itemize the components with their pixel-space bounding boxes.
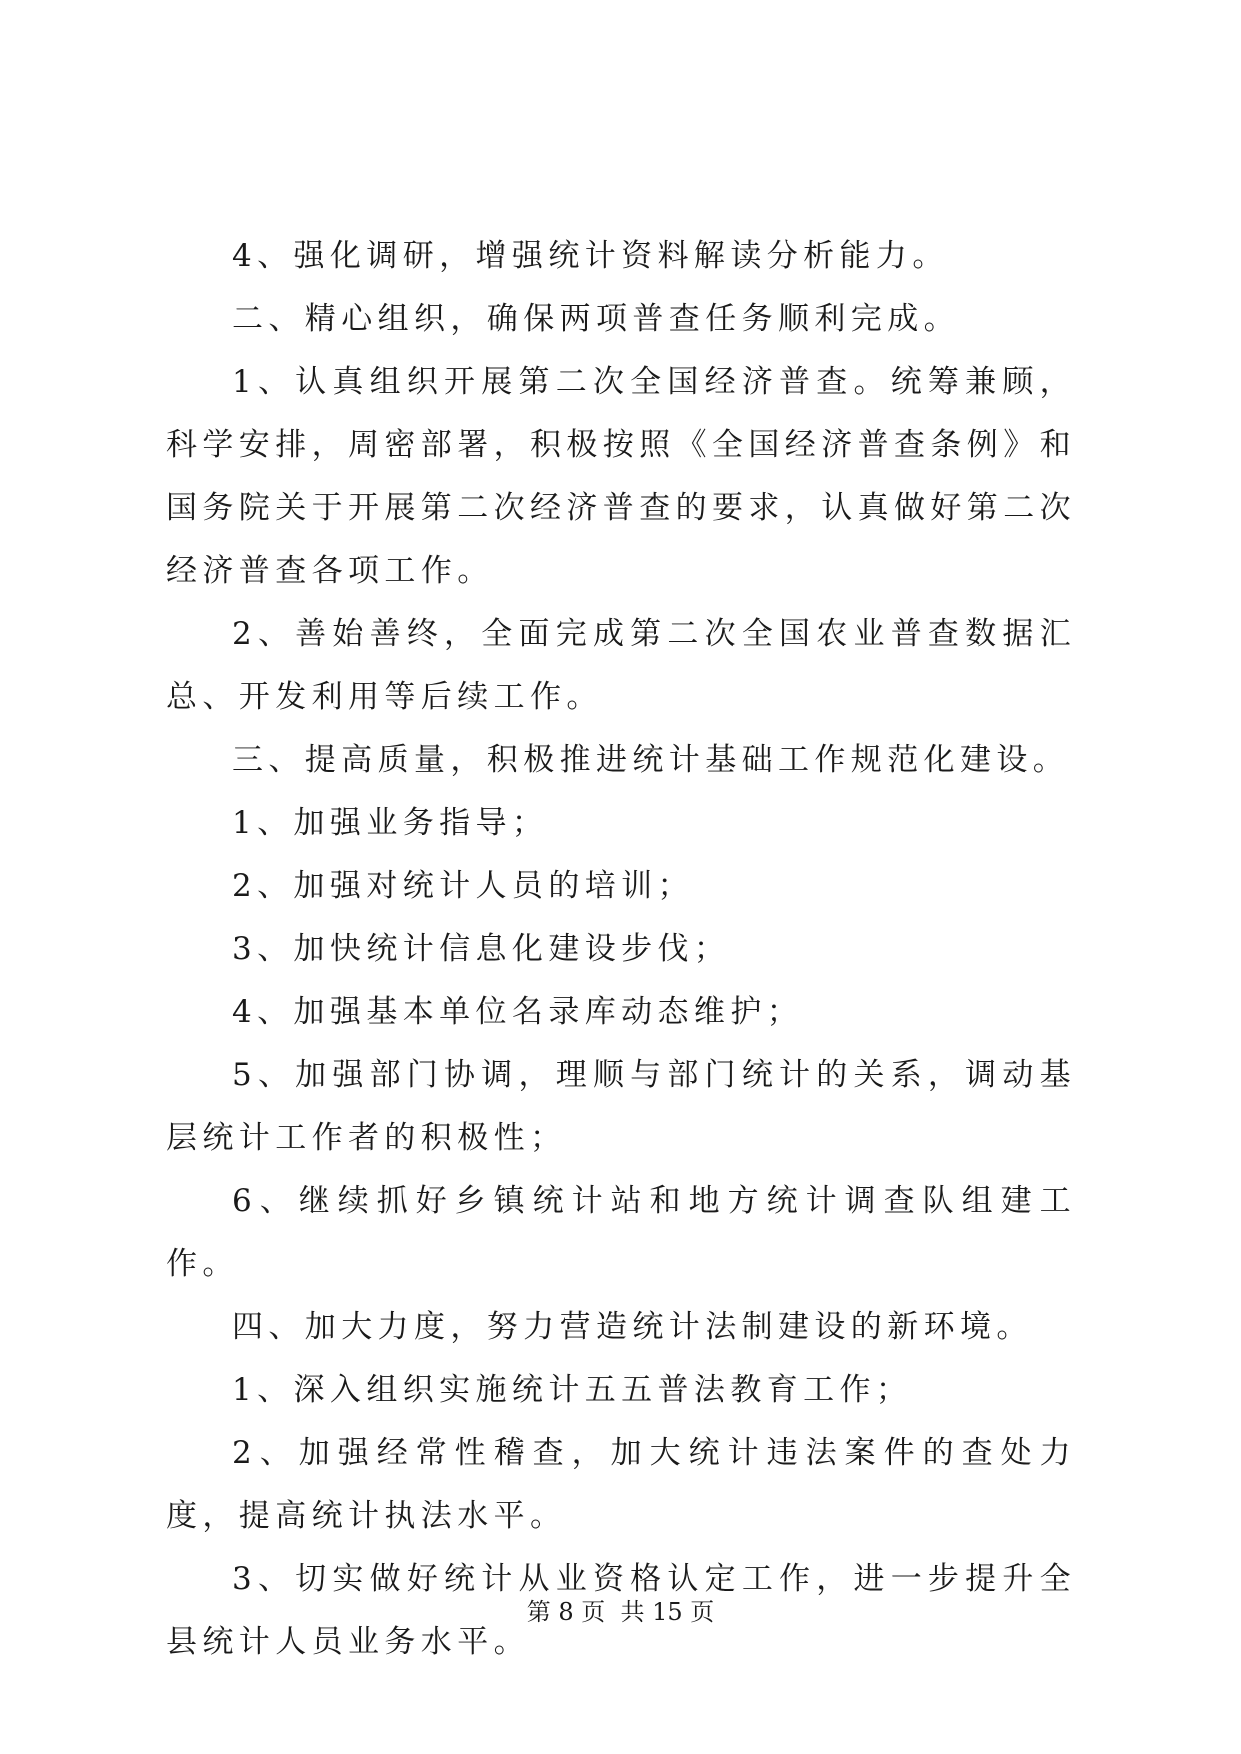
paragraph: 4、强化调研，增强统计资料解读分析能力。 [232,238,949,274]
paragraph: 4、加强基本单位名录库动态维护； [232,994,804,1030]
paragraph: 1、认真组织开展第二次全国经济普查。统筹兼顾，科学安排，周密部署，积极按照《全国经济普查条例》和国务院关于开展第二次经济普查的要求，认真做好第二次经济普查各项工作。 [166,364,1076,589]
document-body [166,225,1076,1674]
paragraph: 2、加强经常性稽查，加大统计违法案件的查处力度，提高统计执法水平。 [166,1435,1076,1534]
paragraph: 1、深入组织实施统计五五普法教育工作； [232,1372,913,1408]
paragraph: 1、加强业务指导； [232,805,549,841]
paragraph: 6、继续抓好乡镇统计站和地方统计调查队组建工作。 [166,1183,1076,1282]
section-heading: 四、加大力度，努力营造统计法制建设的新环境。 [232,1309,1033,1345]
section-heading: 三、提高质量，积极推进统计基础工作规范化建设。 [232,742,1070,778]
paragraph: 2、加强对统计人员的培训； [232,868,694,904]
page-footer [0,1596,1241,1628]
paragraph: 3、切实做好统计从业资格认定工作，进一步提升全县统计人员业务水平。 [166,1561,1076,1660]
paragraph: 3、加快统计信息化建设步伐； [232,931,731,967]
paragraph: 5、加强部门协调，理顺与部门统计的关系，调动基层统计工作者的积极性； [166,1057,1076,1156]
paragraph: 2、善始善终，全面完成第二次全国农业普查数据汇总、开发利用等后续工作。 [166,616,1076,715]
section-heading: 二、精心组织，确保两项普查任务顺利完成。 [232,301,960,337]
page-number: 第 8 页 共 15 页 [526,1598,715,1626]
